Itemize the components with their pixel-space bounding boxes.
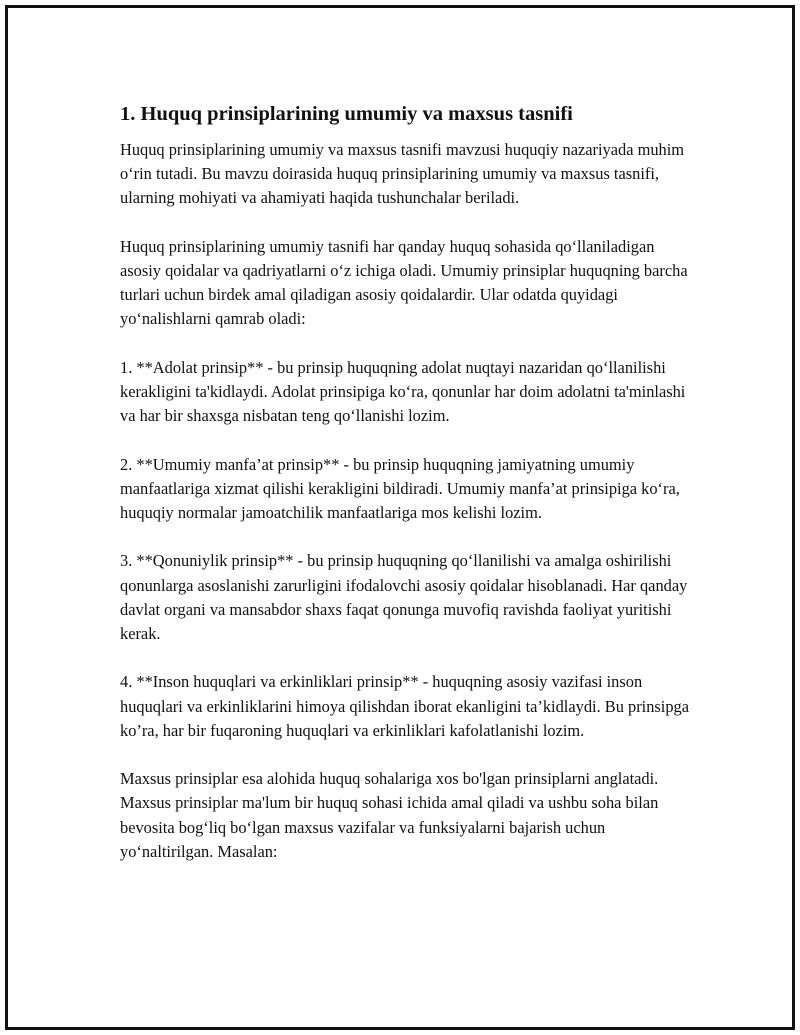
list-item-public-interest-principle: 2. **Umumiy manfa’at prinsip** - bu prinsip huquqning jamiyatning umumiy manfaatlariga xizmat qilishi kerakligini bildiradi. Umumiy manfa’at prinsipiga ko‘ra, huquqiy normalar jamoatchilik manfaatlariga mos kelishi lozim. [120,454,680,522]
section-heading: 1. Huquq prinsiplarining umumiy va maxsus tasnifi [120,103,573,125]
document-page [5,5,795,1030]
list-item-human-rights-principle: 4. **Inson huquqlari va erkinliklari prinsip** - huquqning asosiy vazifasi inson huquqlari va erkinliklarini himoya qilishdan iborat ekanligini ta’kidlaydi. Bu prinsipga ko’ra, har bir fuqaroning huquqlari va erkinliklari kafolatlanishi lozim. [120,672,690,740]
list-item-justice-principle: 1. **Adolat prinsip** - bu prinsip huquqning adolat nuqtayi nazaridan qo‘llanilishi kerakligini ta'kidlaydi. Adolat prinsipiga ko‘ra, qonunlar har doim adolatni ta'minlashi va har bir shaxsga nisbatan teng qo‘llanishi lozim. [120,357,686,426]
paragraph-intro: Huquq prinsiplarining umumiy va maxsus tasnifi mavzusi huquqiy nazariyada muhim o‘rin tutadi. Bu mavzu doirasida huquq prinsiplarining umumiy va maxsus tasnifi, ularning mohiyati va ahamiyati haqida tushunchalar beriladi. [120,140,685,208]
document-body [120,100,692,888]
paragraph-general-classification: Huquq prinsiplarining umumiy tasnifi har qanday huquq sohasida qo‘llaniladigan asosiy qoidalar va qadriyatlarni o‘z ichiga oladi. Umumiy prinsiplar huquqning barcha turlari uchun birdek amal qiladigan asosiy qoidalardir. Ular odatda quyidagi yo‘nalishlarni qamrab oladi: [120,236,688,329]
paragraph-special-principles: Maxsus prinsiplar esa alohida huquq sohalariga xos bo'lgan prinsiplarni anglatadi. Maxsus prinsiplar ma'lum bir huquq sohasi ichida amal qiladi va ushbu soha bilan bevosita bog‘liq bo‘lgan maxsus vazifalar va funksiyalarni bajarish uchun yo‘naltirilgan. Masalan: [120,769,659,861]
list-item-legality-principle: 3. **Qonuniylik prinsip** - bu prinsip huquqning qo‘llanilishi va amalga oshirilishi qonunlarga asoslanishi zarurligini ifodalovchi asosiy qoidalar hisoblanadi. Har qanday davlat organi va mansabdor shaxs faqat qonunga muvofiq ravishda faoliyat yuritishi kerak. [120,551,688,643]
